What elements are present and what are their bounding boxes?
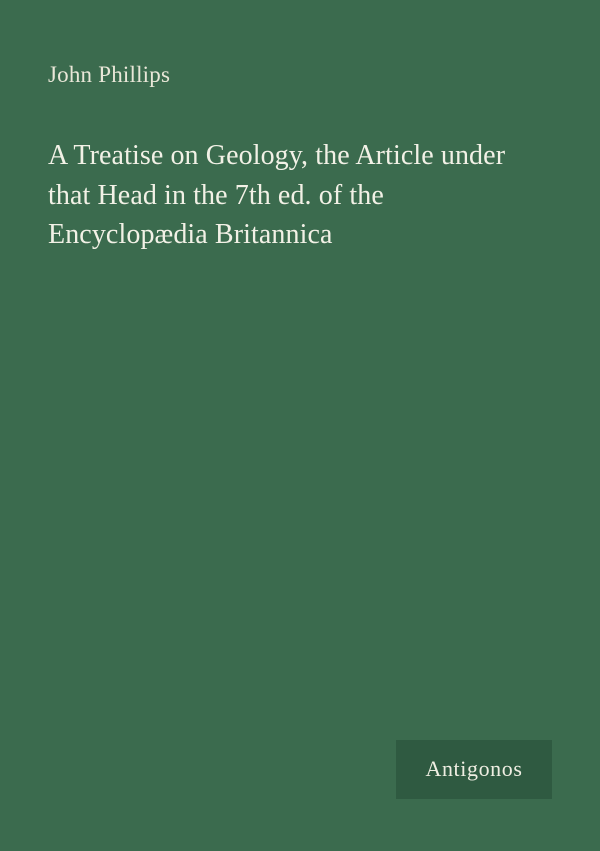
book-title: A Treatise on Geology, the Article under that Head in the 7th ed. of the Encyclopædia Britannica	[48, 139, 506, 251]
publisher-badge: Antigonos	[396, 740, 552, 799]
author-name: John Phillips	[48, 62, 171, 87]
